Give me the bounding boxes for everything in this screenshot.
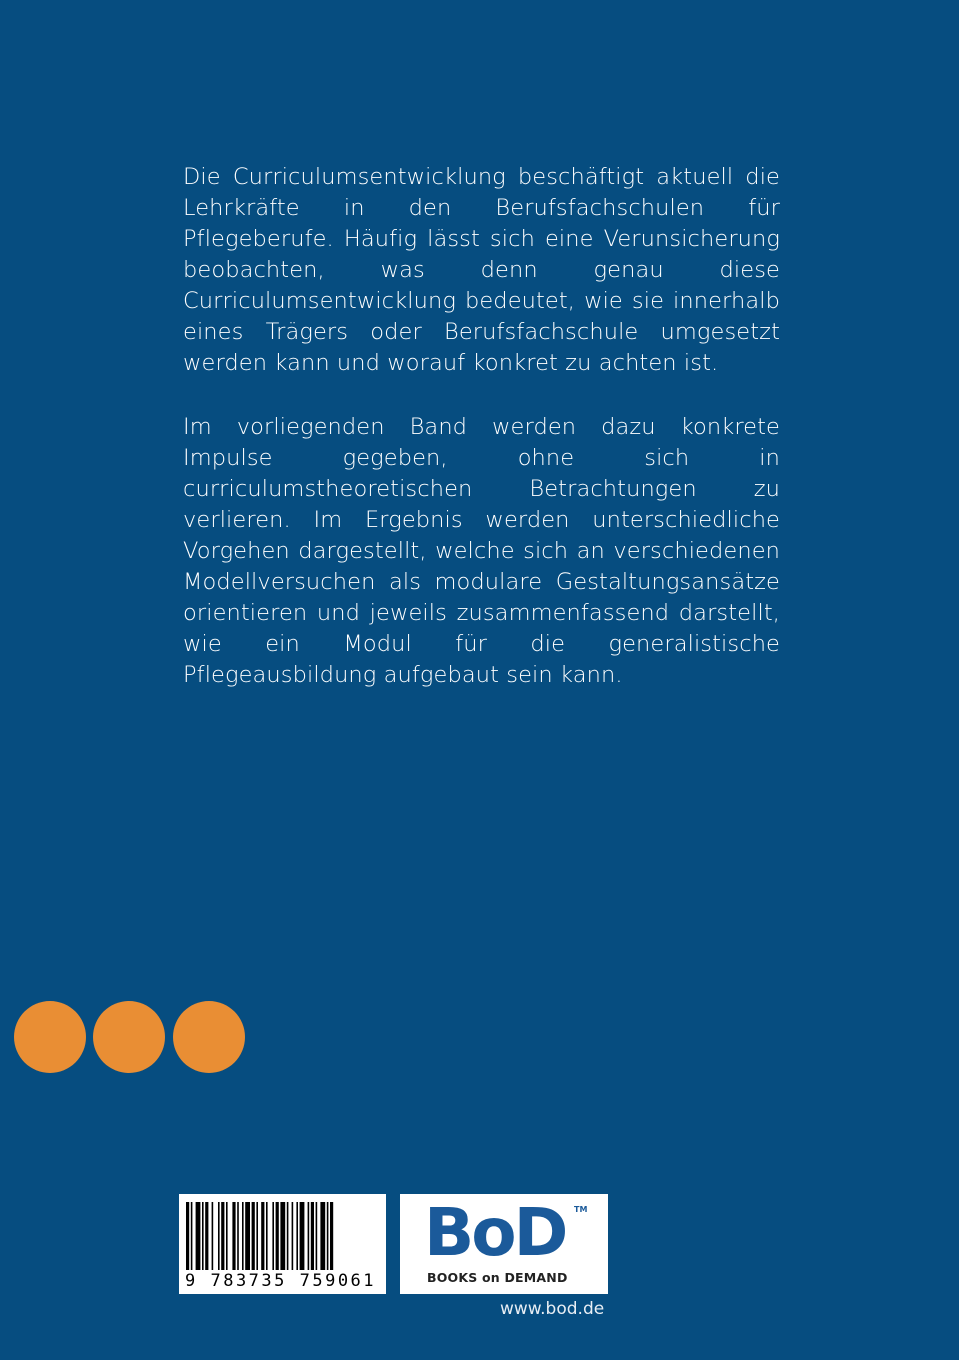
barcode-bar bbox=[252, 1202, 255, 1270]
barcode-bar bbox=[221, 1202, 224, 1270]
barcode-bar bbox=[330, 1202, 333, 1270]
barcode-bar bbox=[300, 1202, 305, 1270]
isbn-digits: 9 783735 759061 bbox=[185, 1271, 377, 1291]
barcode-bar bbox=[287, 1202, 289, 1270]
barcode-bar bbox=[280, 1202, 285, 1270]
barcode-bar bbox=[256, 1202, 258, 1270]
barcode-bar bbox=[205, 1202, 208, 1270]
barcode-bar bbox=[212, 1202, 214, 1270]
barcode-bar bbox=[226, 1202, 228, 1270]
barcode-bar bbox=[296, 1202, 298, 1270]
barcode-bar bbox=[261, 1202, 264, 1270]
barcode-bar bbox=[316, 1202, 318, 1270]
publisher-url: www.bod.de bbox=[500, 1299, 605, 1319]
barcode-bar bbox=[237, 1202, 239, 1270]
barcode-bar bbox=[272, 1202, 274, 1270]
barcode-bar bbox=[245, 1202, 250, 1270]
isbn-barcode bbox=[179, 1194, 386, 1294]
orange-dot-3 bbox=[173, 1001, 245, 1073]
orange-dot-1 bbox=[14, 1001, 86, 1073]
trademark-mark: TM bbox=[574, 1205, 588, 1214]
barcode-bars bbox=[186, 1202, 379, 1270]
barcode-bar bbox=[311, 1202, 314, 1270]
barcode-bar bbox=[218, 1202, 220, 1270]
blurb-paragraph-1: Die Curriculumsentwicklung beschäftigt aktuell die Lehrkräfte in den Berufsfachschulen für Pflegeberufe. Häufig lässt sich eine Verunsicherung beobachten, was denn genau diese Curriculumsentwicklung bedeutet, wie sie innerhalb eines Trägers oder Berufsfachschule umgesetzt werden kann und worauf konkret zu achten ist. bbox=[183, 164, 780, 376]
barcode-bar bbox=[191, 1202, 193, 1270]
orange-dot-2 bbox=[93, 1001, 165, 1073]
barcode-bar bbox=[276, 1202, 279, 1270]
barcode-bar bbox=[186, 1202, 189, 1270]
bod-logo: BoD bbox=[424, 1194, 566, 1271]
barcode-bar bbox=[320, 1202, 325, 1270]
barcode-bar bbox=[232, 1202, 235, 1270]
barcode-bar bbox=[266, 1202, 268, 1270]
barcode-bar bbox=[196, 1202, 201, 1270]
blurb-paragraph-2: Im vorliegenden Band werden dazu konkrete Impulse gegeben, ohne sich in curriculumstheoretischen Betrachtungen zu verlieren. Im Ergebnis werden unterschiedliche Vorgehen dargestellt, welche sich an verschiedenen Modellversuchen als modulare Gestaltungsansätze orientieren und jeweils zusammenfassend darstellt, wie ein Modul für die generalistische Pflegeausbildung aufgebaut sein kann. bbox=[183, 414, 780, 688]
barcode-bar bbox=[202, 1202, 204, 1270]
publisher-logo-box bbox=[400, 1194, 608, 1294]
barcode-bar bbox=[308, 1202, 310, 1270]
barcode-bar bbox=[327, 1202, 329, 1270]
barcode-bar bbox=[242, 1202, 244, 1270]
publisher-name: BOOKS on DEMAND bbox=[427, 1270, 568, 1285]
barcode-bar bbox=[292, 1202, 294, 1270]
